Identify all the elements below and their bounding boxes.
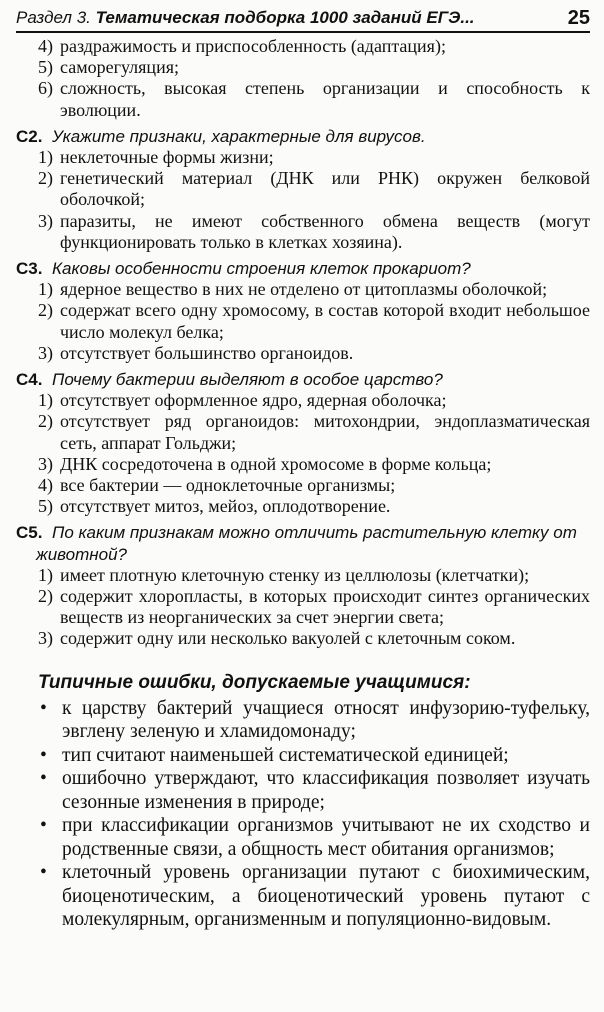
item-text: генетический материал (ДНК или РНК) окружен белковой оболочкой; xyxy=(60,168,590,210)
item-text: раздражимость и приспособленность (адаптация); xyxy=(60,36,446,56)
item-number: 1) xyxy=(38,390,53,411)
item-number: 4) xyxy=(38,475,53,496)
list-item xyxy=(16,343,590,364)
question-c2 xyxy=(16,126,590,253)
list-item xyxy=(16,147,590,168)
item-text: отсутствует оформленное ядро, ядерная оболочка; xyxy=(60,390,447,411)
item-number: 1) xyxy=(38,279,53,300)
question-text: По каким признакам можно отличить растительную клетку от xyxy=(52,523,577,543)
list-item xyxy=(16,36,590,57)
bullet-icon: • xyxy=(40,744,47,766)
item-text: отсутствует митоз, мейоз, оплодотворение. xyxy=(60,496,391,517)
answer-list xyxy=(16,279,590,364)
list-item xyxy=(16,211,590,253)
question-label: С4. xyxy=(16,370,43,390)
list-item xyxy=(16,300,590,342)
item-text: ДНК сосредоточена в одной хромосоме в форме кольца; xyxy=(60,453,492,474)
list-item xyxy=(16,586,590,628)
item-number: 3) xyxy=(38,628,53,649)
item-text: саморегуляция; xyxy=(60,57,179,78)
item-number: 2) xyxy=(38,586,53,607)
question-c5 xyxy=(16,522,590,649)
item-number: 2) xyxy=(38,300,53,321)
list-item xyxy=(16,78,590,120)
list-item xyxy=(16,496,590,517)
bullet-icon: • xyxy=(40,815,47,837)
list-item xyxy=(16,565,590,586)
item-text: клеточный уровень организации путают с биохимическим, биоценотическим, а биоценотический уровень путают с молекулярным, организменным и популяционно-видовым. xyxy=(62,862,590,931)
item-text: ошибочно утверждают, что классификация позволяет изучать сезонные изменения в природе; xyxy=(62,768,590,813)
item-text: отсутствует ряд органоидов: митохондрии, эндоплазматическая сеть, аппарат Гольджи; xyxy=(60,411,590,453)
item-number: 6) xyxy=(38,78,53,99)
list-item xyxy=(16,57,590,78)
item-text: к царству бактерий учащиеся относят инфузорию-туфельку, эвглену зеленую и хламидомонаду; xyxy=(62,697,590,743)
answer-list xyxy=(16,147,590,253)
errors-list xyxy=(16,697,590,932)
item-text: паразиты, не имеют собственного обмена веществ (могут функционировать только в клетках хозяина). xyxy=(60,210,590,252)
bullet-icon: • xyxy=(40,862,47,884)
item-number: 1) xyxy=(38,564,53,585)
list-item xyxy=(16,279,590,300)
list-item xyxy=(16,697,590,744)
question-label: С2. xyxy=(16,126,43,146)
list-item xyxy=(16,390,590,411)
question-text: Каковы особенности строения клеток прокариот? xyxy=(52,259,471,279)
section-label: Раздел 3. xyxy=(16,8,96,27)
item-number: 5) xyxy=(38,496,53,517)
item-text: содержит хлоропласты, в которых происходит синтез органических веществ из неорганических за счет энергии света; xyxy=(60,586,590,628)
item-number: 3) xyxy=(38,342,53,363)
item-number: 2) xyxy=(38,411,53,432)
item-text: ядерное вещество в них не отделено от цитоплазмы оболочкой; xyxy=(60,279,548,300)
question-c4 xyxy=(16,369,590,517)
bullet-icon: • xyxy=(40,697,47,719)
item-text: тип считают наименьшей систематической единицей; xyxy=(62,744,509,766)
item-text: имеет плотную клеточную стенку из целлюлозы (клетчатки); xyxy=(60,564,530,585)
errors-heading: Типичные ошибки, допускаемые учащимися: xyxy=(38,671,471,693)
question-text: Укажите признаки, характерные для вирусов. xyxy=(52,126,426,146)
list-item xyxy=(16,861,590,932)
item-number: 3) xyxy=(38,210,53,231)
question-c3 xyxy=(16,258,590,364)
item-text: при классификации организмов учитывают не их сходство и родственные связи, а общность мест обитания организмов; xyxy=(62,815,590,860)
list-item xyxy=(16,767,590,814)
item-text: отсутствует большинство органоидов. xyxy=(60,342,354,363)
answer-list xyxy=(16,390,590,517)
item-text: содержат всего одну хромосому, в состав которой входит небольшое число молекул белка; xyxy=(60,300,590,342)
item-number: 3) xyxy=(38,453,53,474)
question-label: С3. xyxy=(16,259,43,279)
item-text: все бактерии — одноклеточные организмы; xyxy=(60,475,396,496)
list-item xyxy=(16,168,590,210)
page-header xyxy=(16,8,590,33)
item-number: 1) xyxy=(38,147,53,168)
page-content xyxy=(16,36,590,932)
list-item xyxy=(16,411,590,453)
list-item xyxy=(16,475,590,496)
question-text-continued: животной? xyxy=(36,544,127,564)
page-number: 25 xyxy=(567,7,590,29)
list-item xyxy=(16,628,590,649)
item-number: 2) xyxy=(38,168,53,189)
answer-list xyxy=(16,565,590,650)
item-number: 4) xyxy=(38,36,53,56)
item-text: сложность, высокая степень организации и способность к эволюции. xyxy=(60,78,590,120)
item-text: неклеточные формы жизни; xyxy=(60,147,274,168)
item-text: содержит одну или несколько вакуолей с клеточным соком. xyxy=(60,628,516,649)
running-title xyxy=(16,8,475,28)
list-item xyxy=(16,454,590,475)
question-label: С5. xyxy=(16,523,43,543)
list-item xyxy=(16,744,590,768)
list-item xyxy=(16,814,590,861)
question-text: Почему бактерии выделяют в особое царство? xyxy=(52,370,443,390)
intro-list xyxy=(16,36,590,121)
section-title: Тематическая подборка 1000 заданий ЕГЭ... xyxy=(95,8,475,27)
item-number: 5) xyxy=(38,57,53,78)
bullet-icon: • xyxy=(40,768,47,790)
